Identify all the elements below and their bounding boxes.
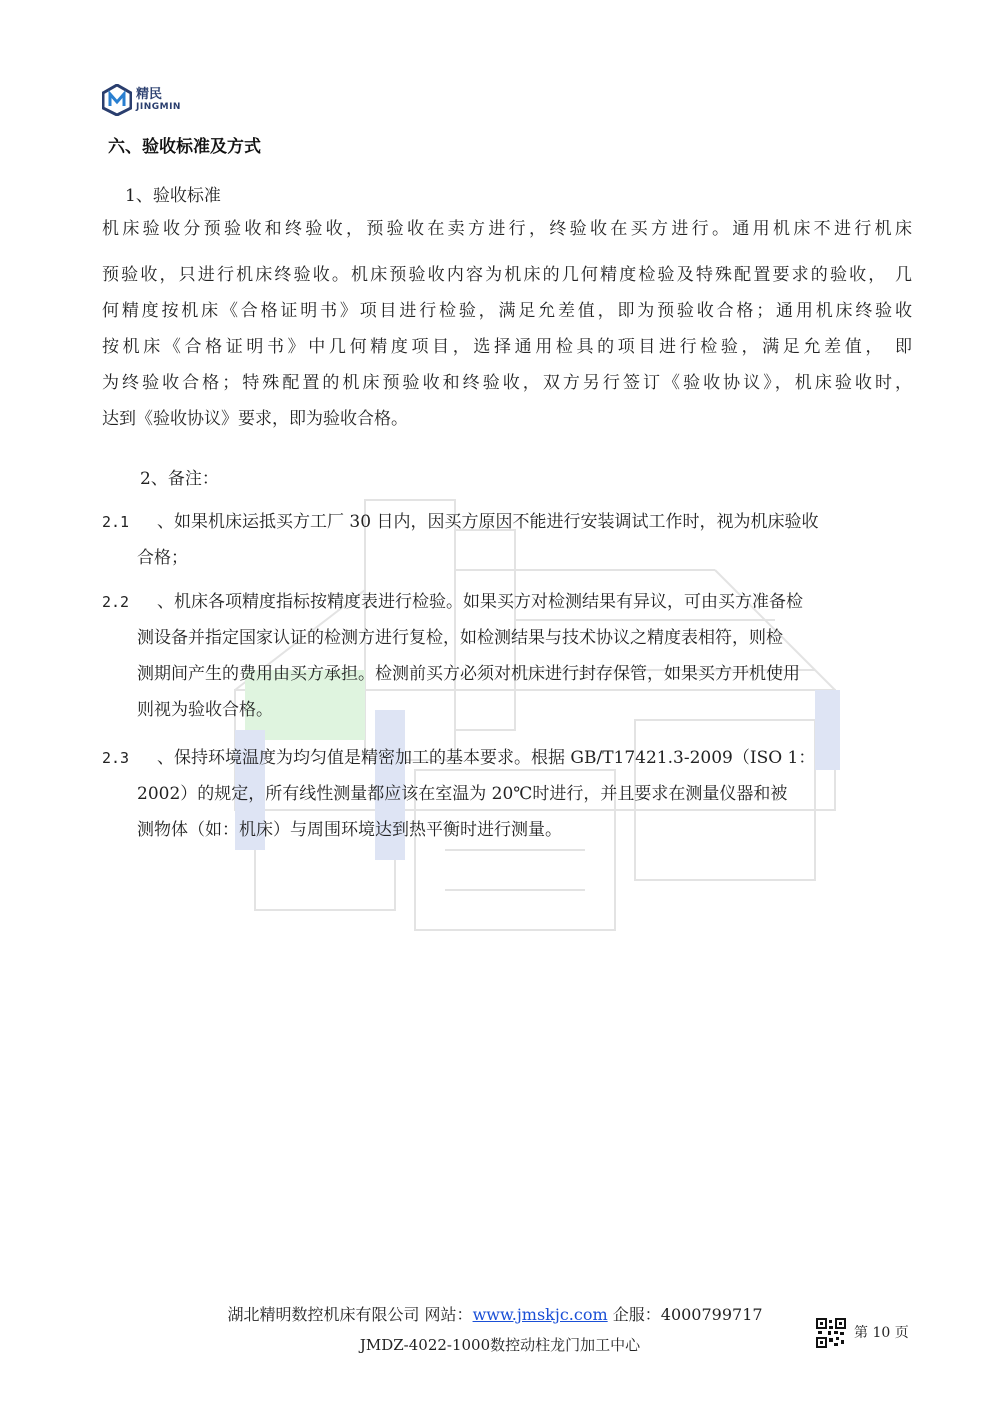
paragraph-line: 机床验收分预验收和终验收，预验收在卖方进行，终验收在买方进行。通用机床不进行机床 bbox=[102, 219, 912, 239]
note-line: 测期间产生的费用由买方承担。检测前买方必须对机床进行封存保管，如果买方开机使用 bbox=[137, 664, 800, 684]
footer-product-name: JMDZ-4022-1000数控动柱龙门加工中心 bbox=[359, 1336, 641, 1354]
note-item bbox=[102, 740, 912, 848]
footer-contact-line bbox=[0, 1302, 1000, 1325]
logo-english-name: JINGMIN bbox=[136, 102, 181, 112]
paragraph-line: 达到《验收协议》要求，即为验收合格。 bbox=[102, 409, 408, 429]
subsection-title-standard: 1、验收标准 bbox=[125, 186, 221, 206]
footer-service-label: 企服： bbox=[612, 1305, 661, 1324]
note-line: 、机床各项精度指标按精度表进行检验。如果买方对检测结果有异议，可由买方准备检 bbox=[157, 592, 803, 612]
note-line: 2002）的规定，所有线性测量都应该在室温为 20℃时进行，并且要求在测量仪器和被 bbox=[137, 784, 788, 804]
note-item bbox=[102, 504, 912, 576]
logo-chinese-name: 精民 bbox=[136, 87, 163, 102]
paragraph-line: 预验收，只进行机床终验收。机床预验收内容为机床的几何精度检验及特殊配置要求的验收， 几 bbox=[102, 265, 912, 285]
jingmin-logo-icon bbox=[102, 84, 132, 116]
acceptance-standard-paragraph bbox=[102, 211, 912, 437]
note-number: 2.3 bbox=[102, 749, 130, 767]
note-number: 2.1 bbox=[102, 513, 130, 531]
page-number: 第 10 页 bbox=[854, 1325, 909, 1341]
paragraph-line: 何精度按机床《合格证明书》项目进行检验，满足允差值，即为预验收合格；通用机床终验收 bbox=[102, 301, 912, 321]
section-title: 六、验收标准及方式 bbox=[108, 137, 261, 157]
footer-website-link[interactable]: www.jmskjc.com bbox=[472, 1305, 608, 1324]
note-line: 合格； bbox=[137, 548, 188, 568]
note-number: 2.2 bbox=[102, 593, 130, 611]
qr-code-icon bbox=[816, 1318, 846, 1348]
paragraph-line: 为终验收合格；特殊配置的机床预验收和终验收，双方另行签订《验收协议》，机床验收时， bbox=[102, 373, 912, 393]
company-logo bbox=[102, 80, 212, 120]
footer-site-label: 网站： bbox=[424, 1305, 473, 1324]
note-item bbox=[102, 584, 912, 728]
note-line: 则视为验收合格。 bbox=[137, 700, 273, 720]
footer-company: 湖北精明数控机床有限公司 bbox=[227, 1305, 420, 1324]
note-line: 测物体（如：机床）与周围环境达到热平衡时进行测量。 bbox=[137, 820, 562, 840]
note-line: 、如果机床运抵买方工厂 30 日内，因买方原因不能进行安装调试工作时，视为机床验收 bbox=[157, 512, 819, 532]
note-line: 、保持环境温度为均匀值是精密加工的基本要求。根据 GB/T17421.3-2009（ISO 1： bbox=[157, 748, 816, 768]
footer-service-phone: 4000799717 bbox=[660, 1305, 763, 1324]
subsection-title-notes: 2、备注： bbox=[140, 469, 219, 489]
note-line: 测设备并指定国家认证的检测方进行复检，如检测结果与技术协议之精度表相符，则检 bbox=[137, 628, 783, 648]
paragraph-line: 按机床《合格证明书》中几何精度项目，选择通用检具的项目进行检验，满足允差值， 即 bbox=[102, 337, 912, 357]
